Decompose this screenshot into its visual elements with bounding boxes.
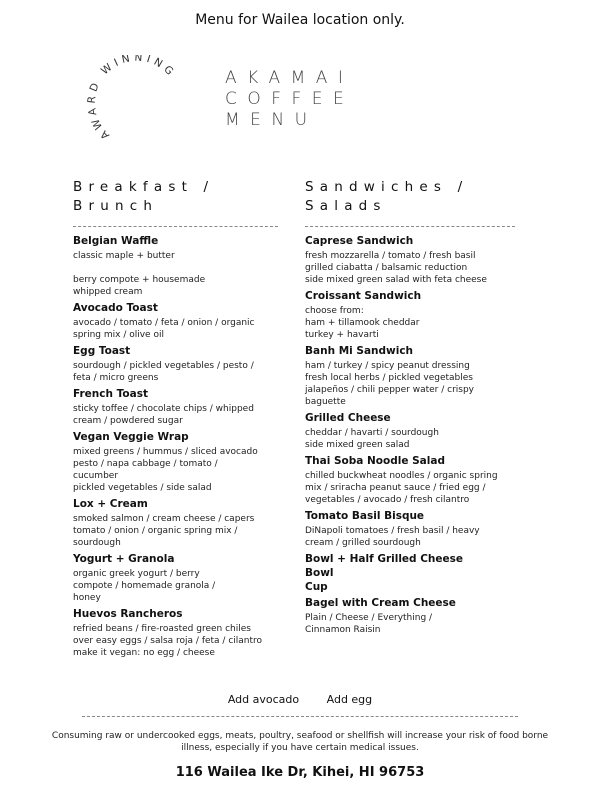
menu-item-description — [305, 360, 515, 408]
addon-egg: Add egg — [326, 693, 373, 706]
menu-item-description-line: baguette — [305, 397, 346, 407]
menu-item-description-line: vegetables / avocado / fresh cilantro — [305, 495, 470, 505]
menu-item-name: Thai Soba Noodle Salad — [305, 455, 445, 467]
menu-item-name: Yogurt + Granola — [73, 553, 175, 565]
menu-item-name: Huevos Rancheros — [73, 608, 183, 620]
menu-item-description — [73, 360, 278, 384]
menu-item-description-line: sticky toffee / chocolate chips / whipped — [73, 404, 254, 414]
menu-item-description-line: choose from: — [305, 306, 364, 316]
menu-item-description-line: jalapeños / chili pepper water / crispy — [305, 385, 474, 395]
menu-item-name: Bagel with Cream Cheese — [305, 597, 456, 609]
menu-item-name: Tomato Basil Bisque — [305, 510, 425, 522]
menu-item-description-line: Plain / Cheese / Everything / — [305, 613, 433, 623]
menu-item-name: Vegan Veggie Wrap — [73, 431, 189, 443]
menu-item-description-line: compote / homemade granola / — [73, 581, 216, 591]
menu-item-description-line: fresh local herbs / pickled vegetables — [305, 373, 473, 383]
menu-item-name: Lox + Cream — [73, 498, 148, 510]
menu-item-description-line: spring mix / olive oil — [73, 330, 164, 340]
menu-item-name: Caprese Sandwich — [305, 235, 414, 247]
menu-item-name: Avocado Toast — [73, 302, 158, 314]
award-badge-arc — [82, 55, 192, 155]
menu-item-description-line: mix / sriracha peanut sauce / fried egg / — [305, 483, 486, 493]
menu-item-description-line: side mixed green salad — [305, 440, 410, 450]
menu-item-description-line: smoked salmon / cream cheese / capers — [73, 514, 255, 524]
menu-item-description-line: cheddar / havarti / sourdough — [305, 428, 439, 438]
menu-item-description-line: berry compote + housemade — [73, 275, 206, 285]
sandwiches-title: Sandwiches / Salads — [305, 179, 469, 214]
award-badge — [82, 55, 192, 155]
menu-item-description-line: grilled ciabatta / balsamic reduction — [305, 263, 468, 273]
location-note: Menu for Wailea location only. — [195, 12, 405, 28]
breakfast-column — [73, 178, 278, 663]
sandwiches-items — [305, 235, 515, 636]
food-safety-disclaimer: Consuming raw or undercooked eggs, meats, poultry, seafood or shellfish will increase your risk of food borne illness, especially if you have certain medical issues. — [51, 731, 549, 753]
menu-item-description-line: mixed greens / hummus / sliced avocado — [73, 447, 258, 457]
menu-item-name: Belgian Waffle — [73, 235, 159, 247]
menu-item-description — [73, 446, 278, 494]
menu-item-name: Banh Mi Sandwich — [305, 345, 414, 357]
brand-line-1: AKAMAI — [225, 68, 354, 88]
menu-item-description-line: honey — [73, 593, 101, 603]
menu-item-description — [73, 250, 278, 298]
menu-item-description-line: classic maple + butter — [73, 251, 175, 261]
menu-item-description — [305, 612, 515, 636]
menu-item-name: French Toast — [73, 388, 148, 400]
menu-item-description-line: chilled buckwheat noodles / organic spring — [305, 471, 498, 481]
menu-item-description-line: whipped cream — [73, 287, 143, 297]
breakfast-items — [73, 235, 278, 659]
menu-item-description — [73, 317, 278, 341]
footer-divider — [82, 716, 518, 717]
menu-item-description-line: cream / grilled sourdough — [305, 538, 421, 548]
menu-item-description-line: sourdough — [73, 538, 121, 548]
menu-item-description-line: side mixed green salad with feta cheese — [305, 275, 487, 285]
menu-item-description-line: avocado / tomato / feta / onion / organic — [73, 318, 255, 328]
menu-item-description — [73, 623, 278, 659]
menu-item-name: Bowl + Half Grilled Cheese — [305, 553, 464, 565]
brand-line-2: COFFEE — [225, 89, 355, 109]
menu-item-description-line: pesto / napa cabbage / tomato / — [73, 459, 218, 469]
menu-item-description-line: refried beans / fire-roasted green chiles — [73, 624, 251, 634]
menu-item-description-line: Cinnamon Raisin — [305, 625, 381, 635]
menu-item-description-line: cucumber — [73, 471, 119, 481]
menu-item-description-line: fresh mozzarella / tomato / fresh basil — [305, 251, 476, 261]
menu-item-name: Bowl — [305, 567, 334, 579]
menu-item-description — [305, 470, 515, 506]
address: 116 Wailea Ike Dr, Kihei, HI 96753 — [175, 765, 425, 780]
menu-item-description — [73, 513, 278, 549]
menu-item-description — [73, 568, 278, 604]
menu-item-description-line — [73, 262, 278, 274]
menu-item-description-line: pickled vegetables / side salad — [73, 483, 212, 493]
menu-item-description-line: sourdough / pickled vegetables / pesto / — [73, 361, 254, 371]
menu-item-description-line: DiNapoli tomatoes / fresh basil / heavy — [305, 526, 480, 536]
menu-item-description — [305, 250, 515, 286]
menu-item-description-line: make it vegan: no egg / cheese — [73, 648, 215, 658]
menu-item-description-line: cream / powdered sugar — [73, 416, 183, 426]
menu-item-name: Cup — [305, 581, 328, 593]
menu-item-description-line: ham / turkey / spicy peanut dressing — [305, 361, 470, 371]
menu-item-description-line: turkey + havarti — [305, 330, 379, 340]
divider — [73, 226, 278, 227]
menu-item-description — [305, 427, 515, 451]
menu-item-name: Croissant Sandwich — [305, 290, 422, 302]
sandwiches-column — [305, 178, 515, 640]
divider — [305, 226, 515, 227]
menu-item-description-line: organic greek yogurt / berry — [73, 569, 200, 579]
brand-logo — [225, 68, 375, 131]
menu-item-description-line: over easy eggs / salsa roja / feta / cilantro — [73, 636, 263, 646]
brand-line-3: MENU — [225, 110, 318, 130]
menu-item-description — [305, 525, 515, 549]
menu-item-description-line: ham + tillamook cheddar — [305, 318, 420, 328]
addon-avocado: Add avocado — [227, 693, 300, 706]
menu-item-description-line: tomato / onion / organic spring mix / — [73, 526, 238, 536]
menu-item-name: Grilled Cheese — [305, 412, 391, 424]
breakfast-title: Breakfast / Brunch — [73, 179, 215, 214]
menu-item-description — [305, 305, 515, 341]
addons — [0, 693, 600, 706]
menu-item-description — [73, 403, 278, 427]
award-badge-text: AWARD WINNING — [85, 55, 179, 142]
menu-item-description-line: feta / micro greens — [73, 373, 159, 383]
menu-item-name: Egg Toast — [73, 345, 131, 357]
